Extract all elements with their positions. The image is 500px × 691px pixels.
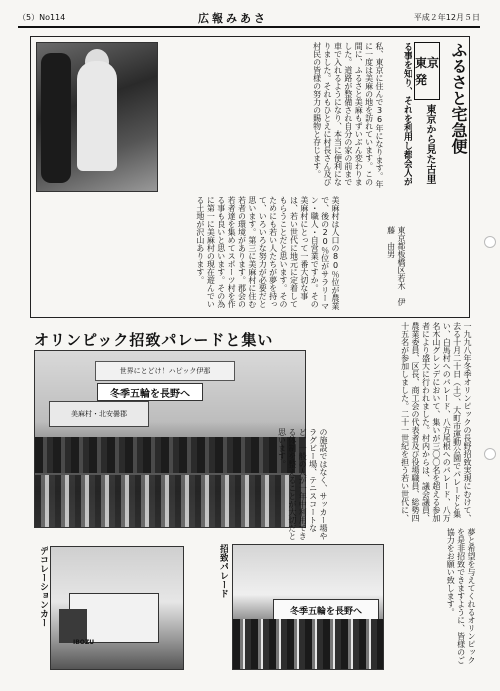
binder-hole	[484, 236, 496, 248]
feature-body-upper: 私、東京に住んで36年になります。年に一度は美麻の地を訪れています。この間に、ふるさと美麻もずいぶん変わりました。道路が整備され自分の家の前まで車で入れるようになり、本当に便利になりました。それもひとえに村長さん及び村民の皆様の努力の賜物と存じます。	[312, 42, 384, 188]
olympic-section-title: オリンピック招致パレードと集い	[34, 331, 274, 349]
decoration-car-photo	[50, 546, 184, 670]
olympic-body-bottom: 夢と希望を与えてくれるオリンピックを是非招致できますように、皆様のご協力をお願い致します。	[446, 528, 476, 664]
olympic-body-mid: の施設ではなく、サッカー場やラグビー場、テニスコートなど、一般の人が一年中利用できる体制を整えることが大切だと思います。	[277, 428, 328, 540]
page-header	[18, 8, 480, 28]
newsletter-title: 広報みあさ	[198, 12, 268, 25]
feature-body-lower: 美麻村は人口の80％位が農業で、後の20％位がサラリーマン・職人・自営業ですか。その美麻村にとって一番大切な事は、若い世代に地元に定着してもらうことだと思います。そのためにも若い人たちが夢を持って、いろいろな努力が必要だと思います。第三に美麻村に住む若者の環境があります。郡会の若者達を集めてスポーツ村を作る事も良いと思います。その為に第一に美麻村の現在遊んでいる土地が沢山あります。	[195, 196, 340, 310]
photo-banner-main: 冬季五輪を長野へ	[97, 383, 203, 401]
photo-figure	[77, 61, 117, 171]
parade-walkers	[233, 619, 383, 669]
parade-caption: 招致パレード	[218, 544, 228, 598]
portrait-photo	[36, 42, 158, 192]
parade-banner: 冬季五輪を長野へ	[273, 599, 379, 621]
photo-stage-sign: 美麻村・北安曇郡	[49, 401, 149, 427]
truck-label: IBOZU	[73, 639, 95, 646]
photo-banner-top: 世界にとどけ！ハピック伊那	[95, 361, 235, 381]
feature-lead-line: る事を知り、それを利用し都会人が	[402, 42, 412, 186]
decoration-car-caption: デコレーションカー	[38, 546, 48, 627]
page-number: （5）No114	[18, 13, 66, 22]
olympic-body-right: 一九九八年冬季オリンピックの長野招致実現にむけて、去る十月二十日（土）、大町市運動公園でパレードと集い、白馬村へのパレード、八方尾根へのパレード、八万名木山グレンデにおいて、集いが三〇〇名を超える参加者により盛大に行われました。村内からは、議会議員、農業委員、区長、商工会の代表者及び役場職員、総勢四十五名が参加しました。二十一世紀を担う若い世代に、	[400, 322, 472, 522]
feature-tag: 東京発	[414, 42, 440, 100]
photo-tree	[41, 53, 71, 183]
issue-date: 平成２年12月５日	[413, 13, 480, 22]
feature-headline: ふるさと宅急便	[449, 42, 468, 154]
feature-author: 東京都板橋区若木 伊藤 由男	[386, 226, 406, 306]
parade-photo	[232, 544, 384, 670]
truck-cab	[59, 609, 87, 643]
binder-hole	[484, 448, 496, 460]
feature-subhead: 東京から見た古里	[424, 104, 435, 184]
